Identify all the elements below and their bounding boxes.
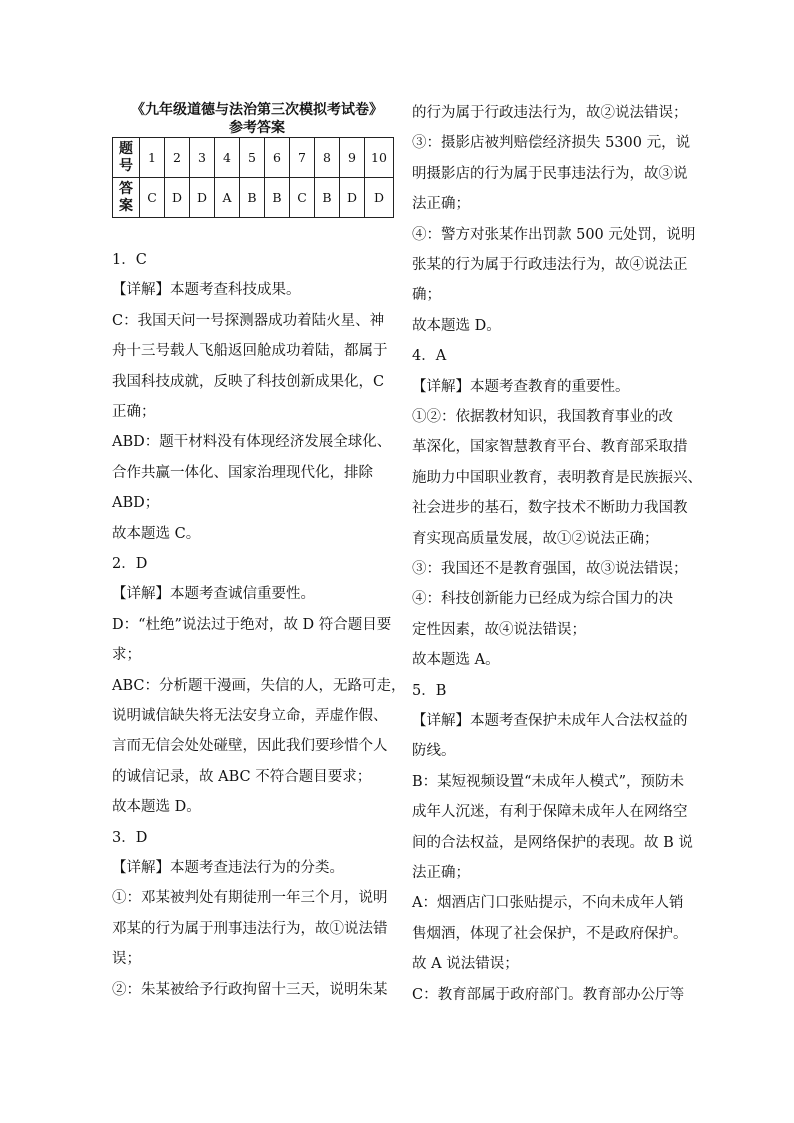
text-line: 故本题选 A。 xyxy=(412,652,500,669)
number-cell: 10 xyxy=(365,138,394,178)
text-line: 2．D xyxy=(112,556,148,572)
number-cell: 9 xyxy=(340,138,365,178)
answer-row-label-char-1: 答 xyxy=(119,180,133,197)
text-line: ④：警方对张某作出罚款 500 元处罚，说明 xyxy=(412,226,696,243)
text-line: 成年人沉迷，有利于保障未成年人在网络空 xyxy=(412,804,688,821)
text-line: 【详解】本题考查保护未成年人合法权益的 xyxy=(412,713,688,729)
document-subtitle: 参考答案 xyxy=(229,120,285,136)
number-cell: 8 xyxy=(315,138,340,178)
text-line: 1．C xyxy=(112,252,147,268)
text-line: 故本题选 D。 xyxy=(112,799,201,816)
text-line: 说明诚信缺失将无法安身立命，弄虚作假、 xyxy=(112,708,388,724)
answer-row-label-char-2: 案 xyxy=(119,197,133,214)
text-line: 舟十三号载人飞船返回舱成功着陆，都属于 xyxy=(112,343,388,360)
text-line: 故本题选 D。 xyxy=(412,317,501,334)
number-cell: 4 xyxy=(215,138,240,178)
text-line: ①②：依据教材知识，我国教育事业的改 xyxy=(412,409,673,425)
answer-cell: D xyxy=(340,178,365,218)
number-cell: 2 xyxy=(165,138,190,178)
text-line: 4．A xyxy=(412,348,447,365)
text-line: ②：朱某被给予行政拘留十三天，说明朱某 xyxy=(112,981,388,998)
text-line: ABD； xyxy=(112,495,160,512)
answer-cell: D xyxy=(165,178,190,218)
text-line: 法正确； xyxy=(412,196,470,213)
document-title: 《九年级道德与法治第三次模拟考试卷》 xyxy=(131,102,383,118)
answer-cell: B xyxy=(315,178,340,218)
text-line: ④：科技创新能力已经成为综合国力的决 xyxy=(412,591,673,608)
text-line: 故本题选 C。 xyxy=(112,525,201,542)
text-line: 革深化，国家智慧教育平台、教育部采取措 xyxy=(412,439,688,456)
number-row-label xyxy=(113,138,140,178)
answer-cell: D xyxy=(365,178,394,218)
text-line: 正确； xyxy=(112,404,156,420)
answer-cell: D xyxy=(190,178,215,218)
answer-cell: C xyxy=(290,178,315,218)
text-line: 明摄影店的行为属于民事违法行为，故③说 xyxy=(412,165,688,182)
number-cell: 1 xyxy=(140,138,165,178)
answer-cell: B xyxy=(240,178,265,218)
number-cell: 7 xyxy=(290,138,315,178)
answer-table xyxy=(112,137,394,218)
text-line: 的行为属于行政违法行为，故②说法错误； xyxy=(412,105,688,121)
text-line: ABC：分析题干漫画，失信的人，无路可走， xyxy=(112,677,406,694)
text-line: 防线。 xyxy=(412,743,456,760)
text-line: B：某短视频设置“未成年人模式”，预防未 xyxy=(412,773,684,790)
number-row-label-char-1: 题 xyxy=(119,140,133,157)
text-line: 施助力中国职业教育，表明教育是民族振兴、 xyxy=(412,469,702,486)
text-line: 【详解】本题考查科技成果。 xyxy=(112,282,301,299)
text-line: 育实现高质量发展，故①②说法正确； xyxy=(412,530,659,547)
answer-table-number-row xyxy=(113,138,394,178)
text-line: 【详解】本题考查教育的重要性。 xyxy=(412,378,630,395)
text-line: ①：邓某被判处有期徒刑一年三个月，说明 xyxy=(112,890,388,907)
text-line: C：教育部属于政府部门。教育部办公厅等 xyxy=(412,986,685,1003)
text-line: D：“杜绝”说法过于绝对，故 D 符合题目要 xyxy=(112,616,392,633)
text-line: ③：我国还不是教育强国，故③说法错误； xyxy=(412,561,688,577)
text-line: 故 A 说法错误； xyxy=(412,956,519,973)
number-cell: 3 xyxy=(190,138,215,178)
text-line: 定性因素，故④说法错误； xyxy=(412,621,586,638)
answer-cell: B xyxy=(265,178,290,218)
text-line: ABD：题干材料没有体现经济发展全球化、 xyxy=(112,434,392,451)
text-line: 【详解】本题考查违法行为的分类。 xyxy=(112,860,344,876)
text-line: 邓某的行为属于刑事违法行为，故①说法错 xyxy=(112,920,388,937)
text-line: 言而无信会处处碰壁，因此我们要珍惜个人 xyxy=(112,738,388,755)
number-cell: 5 xyxy=(240,138,265,178)
text-line: 3．D xyxy=(112,829,148,846)
text-line: 【详解】本题考查诚信重要性。 xyxy=(112,586,315,603)
answer-table-answer-row xyxy=(113,178,394,218)
text-line: 我国科技成就，反映了科技创新成果化，C xyxy=(112,373,385,390)
text-line: 间的合法权益，是网络保护的表现。故 B 说 xyxy=(412,834,693,851)
number-cell: 6 xyxy=(265,138,290,178)
text-line: 5．B xyxy=(412,682,447,699)
text-line: ③：摄影店被判赔偿经济损失 5300 元，说 xyxy=(412,135,691,152)
text-line: 求； xyxy=(112,647,141,664)
answer-cell: C xyxy=(140,178,165,218)
text-line: 误； xyxy=(112,951,141,968)
answer-row-label xyxy=(113,178,140,218)
text-line: 张某的行为属于行政违法行为，故④说法正 xyxy=(412,257,688,273)
number-row-label-char-2: 号 xyxy=(119,157,133,174)
text-line: 售烟酒，体现了社会保护，不是政府保护。 xyxy=(412,925,688,942)
text-line: A：烟酒店门口张贴提示，不向未成年人销 xyxy=(412,895,684,912)
text-line: 社会进步的基石，数字技术不断助力我国教 xyxy=(412,500,688,517)
text-line: 合作共赢一体化、国家治理现代化，排除 xyxy=(112,464,373,481)
text-line: 的诚信记录，故 ABC 不符合题目要求； xyxy=(112,768,372,785)
text-line: C：我国天问一号探测器成功着陆火星、神 xyxy=(112,312,385,329)
text-line: 确； xyxy=(412,287,441,304)
answer-cell: A xyxy=(215,178,240,218)
text-line: 法正确； xyxy=(412,865,470,881)
